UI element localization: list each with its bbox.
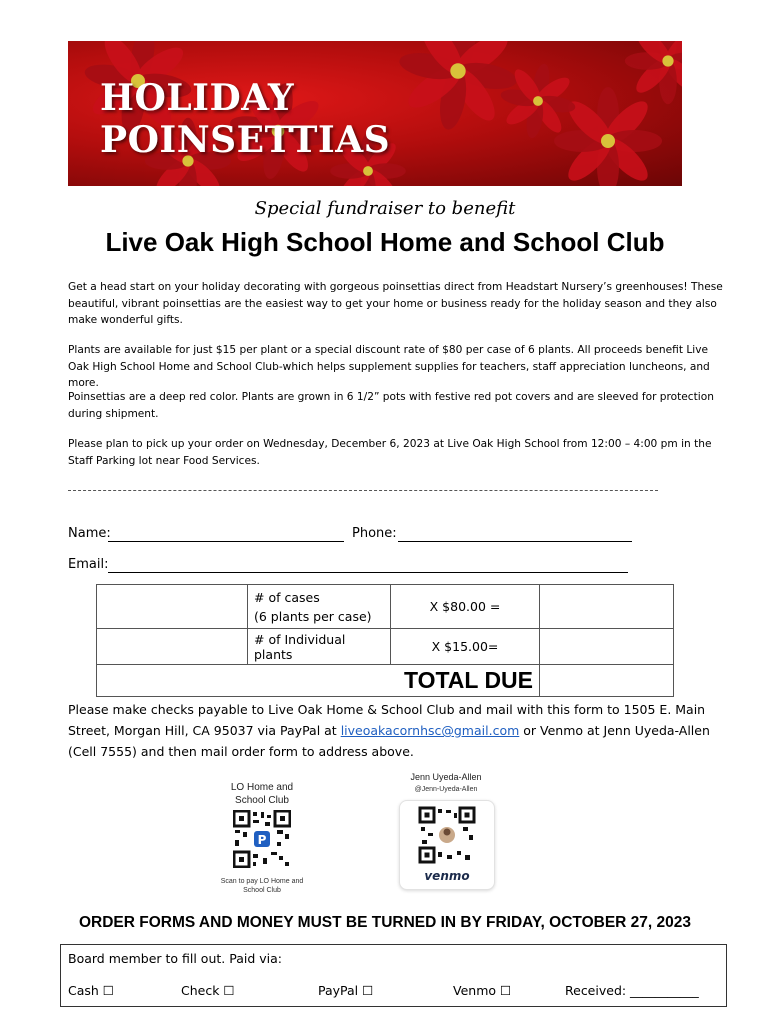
venmo-name: Jenn Uyeda-Allen (410, 772, 482, 782)
plants-total-cell[interactable] (540, 629, 674, 665)
deadline-notice: ORDER FORMS AND MONEY MUST BE TURNED IN BY FRIDAY, OCTOBER 27, 2023 (78, 914, 692, 931)
plants-entry-cell[interactable] (97, 629, 248, 665)
cut-line-divider (68, 490, 658, 491)
qr-code-icon (233, 810, 291, 868)
paypal-email-link[interactable]: liveoakacornhsc@gmail.com (340, 723, 520, 738)
paid-check-checkbox[interactable]: Check ☐ (181, 983, 235, 998)
paid-cash-checkbox[interactable]: Cash ☐ (68, 983, 115, 998)
intro-paragraph: Get a head start on your holiday decorating with gorgeous poinsettias direct from Headstart Nursery’s greenhouses! These beautiful, vibrant poinsettias are the easiest way to get your home or business ready for the holiday season and they also make wonderful gifts. (68, 281, 723, 326)
venmo-logo: venmo (424, 869, 470, 883)
table-row-plants (97, 629, 674, 665)
payment-text-end: or Venmo at Jenn Uyeda-Allen (Cell 7555) and then mail order form to address above. (68, 723, 710, 759)
order-table (96, 584, 674, 697)
svg-text:P: P (257, 833, 267, 847)
name-field[interactable] (108, 541, 344, 542)
paid-paypal-checkbox[interactable]: PayPal ☐ (318, 983, 374, 998)
cases-entry-cell[interactable] (97, 585, 248, 629)
paid-venmo-checkbox[interactable]: Venmo ☐ (453, 983, 512, 998)
plant-details-paragraph: Poinsettias are a deep red color. Plants are grown in 6 1/2” pots with festive red pot covers and are sleeved for protection during shipment. (68, 391, 714, 420)
venmo-qr-card[interactable] (399, 800, 495, 890)
banner-image (68, 41, 682, 186)
received-field[interactable]: Received: ___________ (565, 983, 699, 998)
venmo-handle: @Jenn-Uyeda-Allen (414, 786, 478, 793)
email-field[interactable] (108, 572, 628, 573)
paypal-qr-code[interactable] (233, 810, 291, 868)
email-label: Email: (68, 557, 109, 572)
table-row-cases (97, 585, 674, 629)
name-label: Name: (68, 526, 111, 541)
plants-price: X $15.00= (391, 629, 540, 665)
banner-title-line1: HOLIDAY (100, 77, 295, 119)
paypal-qr-caption: LO Home and School Club (230, 782, 294, 806)
board-box-title: Board member to fill out. Paid via: (68, 951, 282, 966)
venmo-qr-code-icon (400, 801, 494, 867)
pricing-paragraph: Plants are available for just $15 per plant or a special discount rate of $80 per case of 6 plants. All proceeds benefit Live Oak High School Home and School Club-which helps supplement supplies for teachers, staff appreciation luncheons, and more. (68, 344, 710, 389)
payment-instructions (68, 699, 728, 762)
cases-label: # of cases (254, 589, 320, 605)
banner-title-line2: POINSETTIAS (100, 119, 391, 161)
phone-label: Phone: (352, 526, 397, 541)
paypal-qr-note: Scan to pay LO Home and School Club (220, 878, 304, 894)
page-title: Live Oak High School Home and School Club (105, 227, 665, 257)
total-due-label: TOTAL DUE (97, 665, 540, 697)
cases-sublabel: (6 plants per case) (254, 608, 372, 624)
board-member-box (60, 944, 727, 1007)
banner-title (100, 77, 390, 161)
pickup-paragraph: Please plan to pick up your order on Wednesday, December 6, 2023 at Live Oak High School from 12:00 – 4:00 pm in the Staff Parking lot near Food Services. (68, 438, 712, 467)
tagline: Special fundraiser to benefit (254, 198, 516, 219)
plants-label: # of Individual plants (248, 629, 391, 665)
cases-price: X $80.00 = (391, 585, 540, 629)
table-row-total (97, 665, 674, 697)
cases-label-cell (248, 585, 391, 629)
payment-text-start: Please make checks payable to Live Oak Home & School Club and mail with this form to 1505 E. Main Street, Morgan Hill, CA 95037 via PayPal at (68, 702, 706, 738)
cases-total-cell[interactable] (540, 585, 674, 629)
total-due-cell[interactable] (540, 665, 674, 697)
phone-field[interactable] (398, 541, 632, 542)
